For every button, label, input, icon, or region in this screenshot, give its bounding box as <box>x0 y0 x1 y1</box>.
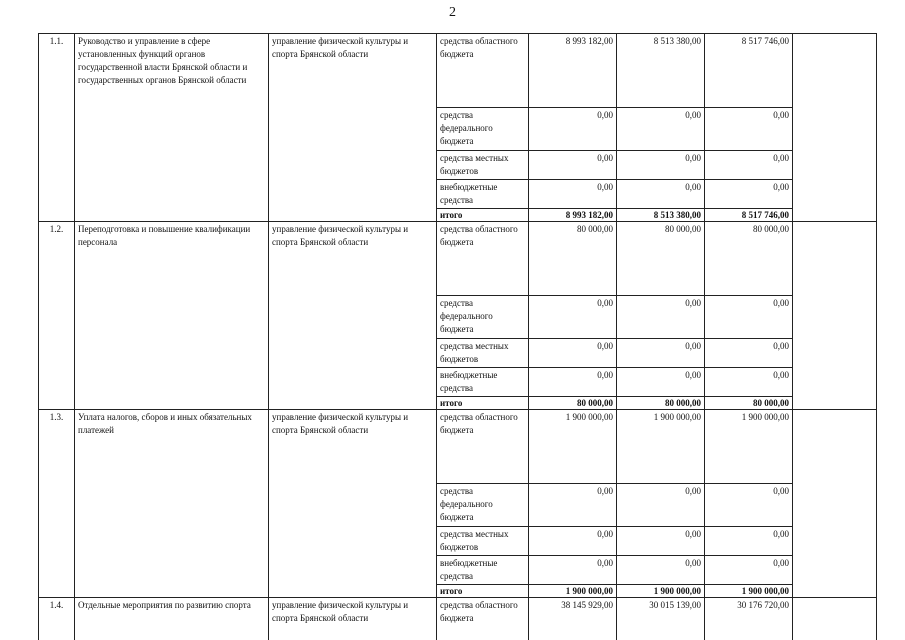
value-cell: 0,00 <box>705 368 793 397</box>
table-row <box>39 222 877 296</box>
budget-table <box>38 33 877 640</box>
source-label: средства областного бюджета <box>437 410 529 484</box>
item-number: 1.2. <box>39 222 75 410</box>
value-cell: 0,00 <box>529 108 617 151</box>
table-row <box>39 34 877 108</box>
item-name: Переподготовка и повышение квалификации персонала <box>75 222 269 410</box>
item-executor: управление физической культуры и спорта Брянской области <box>269 34 437 222</box>
value-cell: 0,00 <box>529 556 617 585</box>
table-row <box>39 410 877 484</box>
value-cell: 0,00 <box>529 296 617 339</box>
value-cell: 0,00 <box>617 108 705 151</box>
source-label: средства федерального бюджета <box>437 484 529 527</box>
item-executor: управление физической культуры и спорта Брянской области <box>269 410 437 598</box>
total-value: 80 000,00 <box>529 397 617 410</box>
value-cell: 0,00 <box>617 527 705 556</box>
value-cell: 0,00 <box>529 368 617 397</box>
total-value: 1 900 000,00 <box>529 585 617 598</box>
value-cell: 30 176 720,00 <box>705 598 793 640</box>
value-cell: 0,00 <box>705 484 793 527</box>
value-cell: 0,00 <box>705 339 793 368</box>
item-number: 1.4. <box>39 598 75 640</box>
value-cell: 8 993 182,00 <box>529 34 617 108</box>
item-name: Уплата налогов, сборов и иных обязательных платежей <box>75 410 269 598</box>
empty-cell <box>793 598 877 640</box>
empty-cell <box>793 410 877 598</box>
table-row <box>39 598 877 640</box>
value-cell: 0,00 <box>617 556 705 585</box>
total-label: итого <box>437 585 529 598</box>
value-cell: 0,00 <box>529 151 617 180</box>
source-label: средства федерального бюджета <box>437 296 529 339</box>
value-cell: 8 513 380,00 <box>617 34 705 108</box>
item-executor: управление физической культуры и спорта Брянской области <box>269 598 437 640</box>
total-value: 1 900 000,00 <box>617 585 705 598</box>
item-name: Руководство и управление в сфере установленных функций органов государственной власти Брянской области и государственных органов Брянской области <box>75 34 269 222</box>
value-cell: 0,00 <box>705 556 793 585</box>
value-cell: 80 000,00 <box>617 222 705 296</box>
value-cell: 38 145 929,00 <box>529 598 617 640</box>
item-name: Отдельные мероприятия по развитию спорта <box>75 598 269 640</box>
value-cell: 0,00 <box>617 151 705 180</box>
source-label: средства местных бюджетов <box>437 527 529 556</box>
source-label: внебюджетные средства <box>437 180 529 209</box>
page-number: 2 <box>449 5 456 20</box>
value-cell: 8 517 746,00 <box>705 34 793 108</box>
total-value: 80 000,00 <box>705 397 793 410</box>
source-label: средства областного бюджета <box>437 34 529 108</box>
value-cell: 0,00 <box>529 527 617 556</box>
source-label: средства областного бюджета <box>437 598 529 640</box>
value-cell: 1 900 000,00 <box>705 410 793 484</box>
value-cell: 0,00 <box>705 527 793 556</box>
empty-cell <box>793 222 877 410</box>
value-cell: 30 015 139,00 <box>617 598 705 640</box>
value-cell: 1 900 000,00 <box>617 410 705 484</box>
source-label: средства федерального бюджета <box>437 108 529 151</box>
value-cell: 0,00 <box>705 108 793 151</box>
source-label: средства местных бюджетов <box>437 339 529 368</box>
total-value: 1 900 000,00 <box>705 585 793 598</box>
total-label: итого <box>437 209 529 222</box>
value-cell: 80 000,00 <box>705 222 793 296</box>
value-cell: 0,00 <box>529 180 617 209</box>
value-cell: 0,00 <box>705 151 793 180</box>
total-label: итого <box>437 397 529 410</box>
item-executor: управление физической культуры и спорта Брянской области <box>269 222 437 410</box>
value-cell: 0,00 <box>617 180 705 209</box>
source-label: внебюджетные средства <box>437 368 529 397</box>
value-cell: 0,00 <box>617 339 705 368</box>
value-cell: 0,00 <box>617 296 705 339</box>
empty-cell <box>793 34 877 222</box>
item-number: 1.3. <box>39 410 75 598</box>
item-number: 1.1. <box>39 34 75 222</box>
value-cell: 0,00 <box>705 180 793 209</box>
value-cell: 0,00 <box>529 339 617 368</box>
source-label: внебюджетные средства <box>437 556 529 585</box>
value-cell: 0,00 <box>529 484 617 527</box>
value-cell: 0,00 <box>617 368 705 397</box>
value-cell: 0,00 <box>617 484 705 527</box>
total-value: 80 000,00 <box>617 397 705 410</box>
value-cell: 0,00 <box>705 296 793 339</box>
source-label: средства областного бюджета <box>437 222 529 296</box>
source-label: средства местных бюджетов <box>437 151 529 180</box>
total-value: 8 513 380,00 <box>617 209 705 222</box>
total-value: 8 993 182,00 <box>529 209 617 222</box>
total-value: 8 517 746,00 <box>705 209 793 222</box>
value-cell: 80 000,00 <box>529 222 617 296</box>
value-cell: 1 900 000,00 <box>529 410 617 484</box>
